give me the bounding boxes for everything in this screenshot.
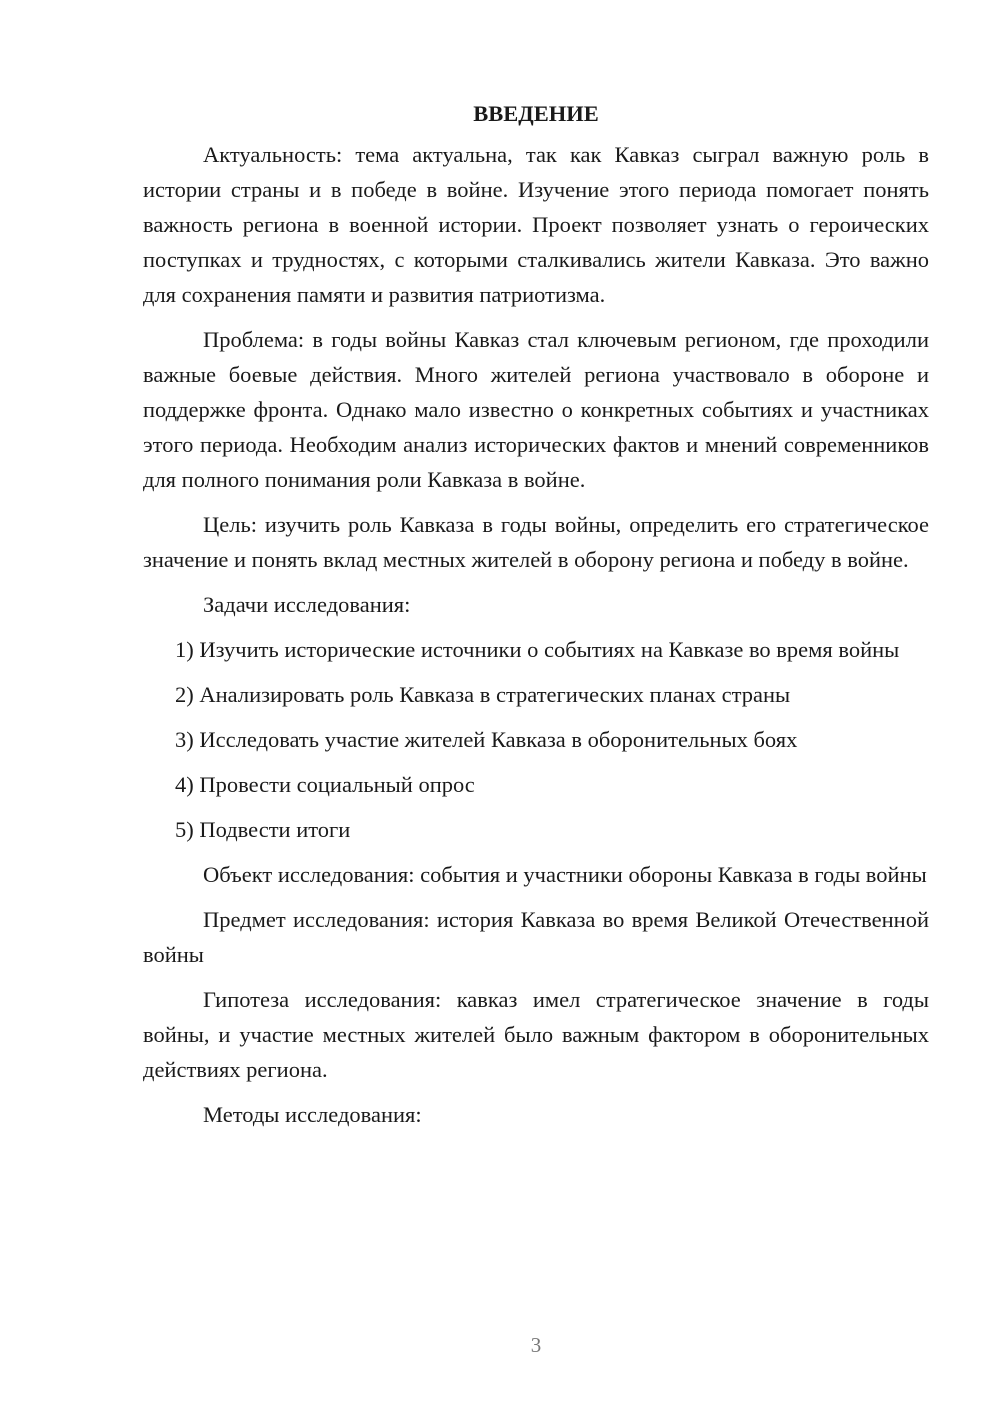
goal-paragraph: Цель: изучить роль Кавказа в годы войны, определить его стратегическое значение и понять вклад местных жителей в оборону региона и победу в войне. [143, 512, 929, 572]
object-paragraph: Объект исследования: события и участники обороны Кавказа в годы войны [203, 862, 927, 887]
list-item: 5) Подвести итоги [175, 817, 351, 842]
list-item: 3) Исследовать участие жителей Кавказа в оборонительных боях [175, 727, 798, 752]
list-item: 4) Провести социальный опрос [175, 772, 475, 797]
page-number: 3 [530, 1333, 542, 1357]
page-content [143, 96, 929, 1132]
methods-title: Методы исследования: [203, 1102, 422, 1127]
list-item: 2) Анализировать роль Кавказа в стратегических планах страны [175, 682, 791, 707]
hypothesis-paragraph: Гипотеза исследования: кавказ имел стратегическое значение в годы войны, и участие местных жителей было важным фактором в оборонительных действиях региона. [143, 987, 929, 1082]
subject-paragraph: Предмет исследования: история Кавказа во время Великой Отечественной войны [143, 907, 929, 967]
tasks-title: Задачи исследования: [203, 592, 411, 617]
section-heading: ВВЕДЕНИЕ [473, 101, 599, 126]
list-item: 1) Изучить исторические источники о событиях на Кавказе во время войны [175, 637, 900, 662]
tasks-list [143, 632, 929, 847]
problem-paragraph: Проблема: в годы войны Кавказ стал ключевым регионом, где проходили важные боевые действия. Много жителей региона участвовало в обороне и поддержке фронта. Однако мало известно о конкретных событиях и участниках этого периода. Необходим анализ исторических фактов и мнений современников для полного понимания роли Кавказа в войне. [143, 327, 929, 492]
relevance-paragraph: Актуальность: тема актуальна, так как Кавказ сыграл важную роль в истории страны и в победе в войне. Изучение этого периода помогает понять важность региона в военной истории. Проект позволяет узнать о героических поступках и трудностях, с которыми сталкивались жители Кавказа. Это важно для сохранения памяти и развития патриотизма. [143, 142, 929, 307]
